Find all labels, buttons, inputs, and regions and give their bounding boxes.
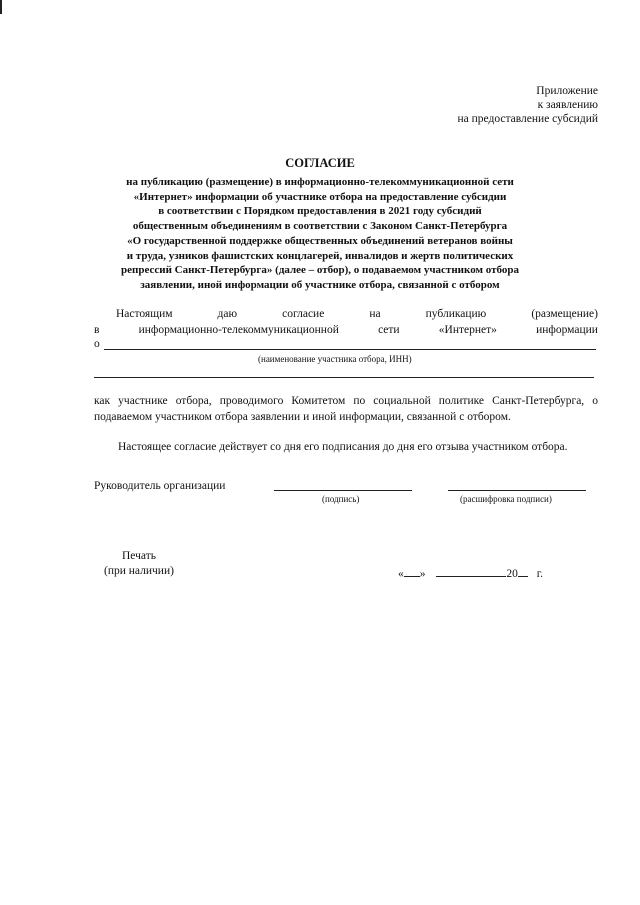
month-field[interactable] — [436, 565, 506, 577]
consent-word: информационно-телекоммуникационной — [138, 324, 339, 336]
consent-word: Настоящим — [116, 308, 173, 320]
year-field[interactable] — [518, 565, 528, 577]
signature-decode-caption: (расшифровка подписи) — [460, 494, 552, 504]
consent-word: согласие — [282, 308, 325, 320]
subtitle-line: и труда, узников фашистских концлагерей, инвалидов и жертв политических — [126, 249, 514, 262]
consent-word: на — [369, 308, 381, 320]
consent-word: (размещение) — [531, 308, 598, 320]
consent-word: в — [94, 324, 100, 336]
subtitle-line: «Интернет» информации об участнике отбора на предоставление субсидии — [133, 190, 507, 203]
consent-line-2 — [94, 324, 598, 336]
signature-decode-field[interactable] — [448, 490, 586, 491]
appendix-line-1: Приложение — [536, 85, 598, 97]
appendix-line-2: к заявлению — [537, 99, 598, 112]
stamp-note: (при наличии) — [104, 565, 174, 577]
consent-word: «Интернет» — [438, 324, 497, 336]
subtitle-line: на публикацию (размещение) в информационно-телекоммуникационной сети — [126, 176, 514, 188]
appendix-line-3: на предоставление субсидий — [457, 113, 598, 126]
stamp-block — [104, 549, 174, 579]
subtitle-line: репрессий Санкт-Петербурга» (далее – отбор), о подаваемом участником отбора — [121, 264, 519, 277]
date-open-quote: « — [398, 568, 404, 580]
document-subtitle — [90, 175, 550, 293]
consent-word: сети — [378, 324, 400, 336]
year-suffix: г. — [536, 568, 544, 580]
consent-word: информации — [536, 324, 598, 336]
signature-field[interactable] — [274, 490, 412, 491]
signature-caption: (подпись) — [322, 494, 360, 504]
consent-word: публикацию — [425, 308, 487, 320]
subtitle-line: заявлении, иной информации об участнике отбора, связанной с отбором — [140, 278, 500, 291]
stamp-label: Печать — [121, 550, 156, 562]
participant-prefix: о — [94, 338, 100, 350]
consent-paragraph-2: Настоящее согласие действует со дня его подписания до дня его отзыва участником отбора. — [118, 441, 568, 453]
scan-edge-mark — [0, 0, 2, 14]
appendix-block — [458, 84, 598, 127]
subtitle-line: общественным объединениям в соответствии с Законом Санкт-Петербурга — [132, 220, 508, 233]
consent-paragraph-1: как участнике отбора, проводимого Комитетом по социальной политике Санкт-Петербурга, о подаваемом участником отбора заявлении и иной информации, связанной с отбором. — [94, 395, 598, 423]
participant-name-caption: (наименование участника отбора, ИНН) — [258, 354, 412, 364]
subtitle-line: в соответствии с Порядком предоставления в 2021 году субсидий — [158, 205, 482, 218]
consent-line-1 — [94, 308, 598, 320]
document-title: СОГЛАСИЕ — [285, 156, 355, 170]
date-close-quote: » — [419, 568, 426, 580]
consent-word: даю — [217, 308, 238, 320]
participant-name-field[interactable] — [104, 349, 596, 350]
day-field[interactable] — [404, 565, 420, 577]
date-line — [398, 565, 543, 580]
head-of-organization-label: Руководитель организации — [94, 480, 226, 492]
subtitle-line: «О государственной поддержке общественных объединений ветеранов войны — [127, 234, 513, 247]
participant-name-field-continued[interactable] — [94, 377, 594, 378]
year-prefix: 20 — [506, 568, 518, 580]
